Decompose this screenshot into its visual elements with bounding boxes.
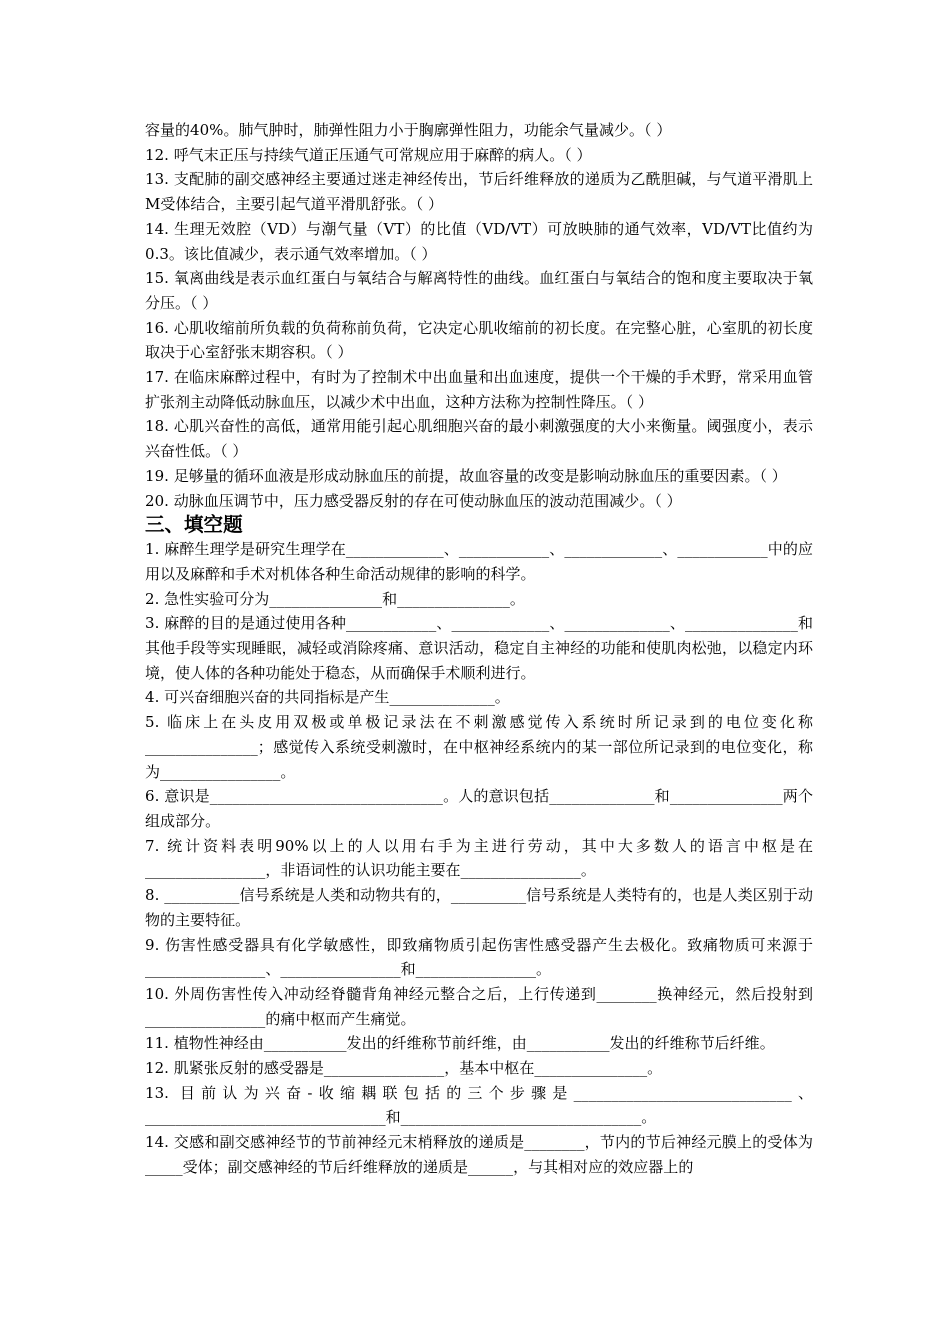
judge-item-19: 19. 足够量的循环血液是形成动脉血压的前提，故血容量的改变是影响动脉血压的重要因素。（ ） <box>145 466 787 485</box>
section-heading-fill-in: 三、填空题 <box>145 513 243 537</box>
fill-item-9: 9. 伤害性感受器具有化学敏感性，即致痛物质引起伤害性感受器产生去极化。致痛物质可来源于________________、________________和________________。 <box>145 935 813 979</box>
document-page <box>145 118 813 1180</box>
fill-item-1: 1. 麻醉生理学是研究生理学在_____________、____________、_____________、____________中的应用以及麻醉和手术对机体各种生命活动规律的影响的科学。 <box>145 540 813 583</box>
fill-item-12: 12. 肌紧张反射的感受器是________________，基本中枢在_______________。 <box>145 1059 663 1078</box>
fill-item-7: 7. 统计资料表明90%以上的人以用右手为主进行劳动，其中大多数人的语言中枢是在________________，非语词性的认识功能主要在________________。 <box>145 836 813 880</box>
fill-item-5: 5. 临床上在头皮用双极或单极记录法在不刺激感觉传入系统时所记录到的电位变化称_______________；感觉传入系统受刺激时，在中枢神经系统内的某一部位所记录到的电位变化，称为________________。 <box>145 713 813 781</box>
fill-item-11: 11. 植物性神经由___________发出的纤维称节前纤维，由___________发出的纤维称节后纤维。 <box>145 1034 775 1053</box>
judge-item-16: 16. 心肌收缩前所负载的负荷称前负荷，它决定心肌收缩前的初长度。在完整心脏，心室肌的初长度取决于心室舒张末期容积。（ ） <box>145 318 813 362</box>
fill-item-10: 10. 外周伤害性传入冲动经脊髓背角神经元整合之后，上行传递到________换神经元，然后投射到________________的痛中枢而产生痛觉。 <box>145 984 813 1028</box>
fill-item-3: 3. 麻醉的目的是通过使用各种____________、_____________、______________、_______________和其他手段等实现睡眠，减轻或消除疼痛、意识活动，稳定自主神经的功能和使肌肉松弛，以稳定内环境，使人体的各种功能处于稳态，从而确保手术顺利进行。 <box>145 614 813 682</box>
judge-item-17: 17. 在临床麻醉过程中，有时为了控制术中出血量和出血速度，提供一个干燥的手术野，常采用血管扩张剂主动降低动脉血压，以减少术中出血，这种方法称为控制性降压。（ ） <box>145 368 813 411</box>
judge-item-11-continued: 容量的40%。肺气肿时，肺弹性阻力小于胸廓弹性阻力，功能余气量减少。（ ） <box>145 121 672 139</box>
judge-section <box>145 118 813 513</box>
fill-section <box>145 537 813 1179</box>
fill-item-8: 8. __________信号系统是人类和动物共有的，__________信号系统是人类特有的，也是人类区别于动物的主要特征。 <box>145 886 813 929</box>
judge-item-12: 12. 呼气末正压与持续气道正压通气可常规应用于麻醉的病人。（ ） <box>145 145 592 164</box>
fill-item-4: 4. 可兴奋细胞兴奋的共同指标是产生______________。 <box>145 688 510 707</box>
judge-item-18: 18. 心肌兴奋性的高低，通常用能引起心肌细胞兴奋的最小刺激强度的大小来衡量。阈强度小，表示兴奋性低。（ ） <box>145 417 813 461</box>
fill-item-6: 6. 意识是_______________________________。人的意识包括______________和_______________两个组成部分。 <box>145 787 813 830</box>
judge-item-20: 20. 动脉血压调节中，压力感受器反射的存在可使动脉血压的波动范围减少。（ ） <box>145 491 682 510</box>
judge-item-13: 13. 支配肺的副交感神经主要通过迷走神经传出，节后纤维释放的递质为乙酰胆碱，与气道平滑肌上M受体结合，主要引起气道平滑肌舒张。（ ） <box>145 170 813 214</box>
fill-item-2: 2. 急性实验可分为_______________和_______________。 <box>145 589 525 608</box>
fill-item-14: 14. 交感和副交感神经节的节前神经元末梢释放的递质是________，节内的节后神经元膜上的受体为_____受体；副交感神经的节后纤维释放的递质是______，与其相对应的效应器上的 <box>145 1133 813 1176</box>
judge-item-14: 14. 生理无效腔（VD）与潮气量（VT）的比值（VD/VT）可放映肺的通气效率，VD/VT比值约为0.3。该比值减少，表示通气效率增加。（ ） <box>145 219 813 263</box>
fill-item-13: 13. 目前认为兴奋-收缩耦联包括的三个步骤是_____________________________、________________________________和________________________________。 <box>145 1083 813 1127</box>
judge-item-15: 15. 氧离曲线是表示血红蛋白与氧结合与解离特性的曲线。血红蛋白与氧结合的饱和度主要取决于氧分压。（ ） <box>145 269 813 312</box>
